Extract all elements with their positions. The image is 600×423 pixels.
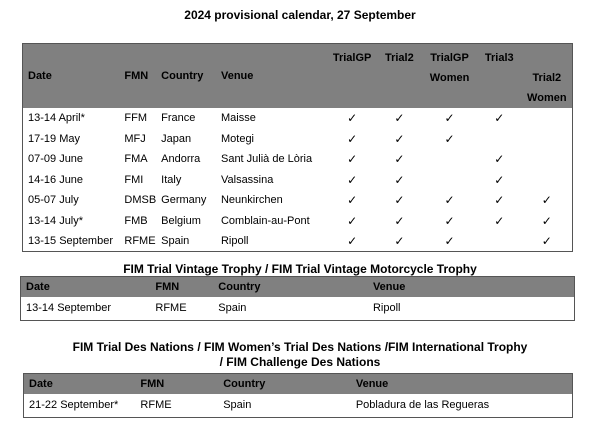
cell-date: 13-14 September — [26, 302, 111, 315]
header-date: Date — [24, 374, 136, 394]
cell-date: 13-15 September — [28, 235, 113, 247]
table-row — [23, 149, 573, 170]
check-trial2: ✓ — [394, 131, 405, 146]
check-trial3 — [477, 129, 522, 150]
cell-date: 07-09 June — [28, 153, 84, 166]
header-trial2: Trial2 — [377, 44, 423, 109]
cell-date: 13-14 July* — [28, 214, 84, 227]
check-trial2: ✓ — [394, 172, 405, 187]
cell-fmn: RFME — [155, 302, 187, 315]
check-trialgp-women: ✓ — [444, 234, 455, 248]
table-row — [21, 297, 575, 321]
header-venue: Venue — [216, 44, 328, 109]
table-row — [23, 211, 573, 232]
check-trial2-women — [522, 108, 573, 129]
header-trial2-women: Trial2 Women — [522, 44, 573, 109]
calendar-table — [22, 43, 573, 252]
header-trialgp: TrialGP — [328, 44, 377, 109]
table-row — [23, 231, 573, 252]
vintage-title: FIM Trial Vintage Trophy / FIM Trial Vintage Motorcycle Trophy — [123, 262, 477, 276]
vintage-table — [20, 276, 575, 321]
check-trial2-women — [522, 149, 573, 170]
check-trial2: ✓ — [394, 152, 405, 167]
check-trial2-women: ✓ — [541, 213, 552, 228]
cell-country: Japan — [161, 132, 192, 145]
header-venue: Venue — [368, 277, 575, 297]
header-country: Country — [213, 277, 368, 297]
check-trial2-women: ✓ — [541, 193, 552, 208]
check-trial3 — [477, 231, 522, 252]
check-trialgp-women: ✓ — [444, 213, 455, 228]
table-row — [24, 394, 573, 418]
header-date: Date — [23, 44, 120, 109]
check-trialgp-women — [422, 170, 477, 191]
check-trialgp: ✓ — [347, 111, 358, 126]
check-trialgp-women: ✓ — [444, 131, 455, 146]
header-fmn: FMN — [119, 44, 156, 109]
cell-fmn: RFME — [124, 235, 156, 247]
vintage-header-row — [21, 277, 575, 297]
cell-country: Germany — [161, 194, 207, 207]
cell-fmn: FFM — [124, 112, 147, 125]
nations-title-line2: / FIM Challenge Des Nations — [219, 355, 381, 369]
calendar-body — [23, 108, 573, 252]
header-trialgp-women: TrialGP Women — [422, 44, 477, 109]
table-row — [23, 108, 573, 129]
cell-fmn: FMA — [124, 153, 148, 166]
nations-table — [23, 373, 573, 418]
calendar-title: 2024 provisional calendar, 27 September — [184, 8, 416, 22]
header-fmn: FMN — [150, 277, 213, 297]
cell-country: France — [161, 112, 196, 125]
cell-venue: Ripoll — [220, 235, 249, 247]
cell-country: Belgium — [161, 214, 201, 227]
cell-fmn: FMI — [124, 173, 144, 186]
check-trialgp: ✓ — [347, 131, 358, 146]
cell-country: Spain — [161, 235, 190, 247]
cell-date: 14-16 June — [28, 173, 84, 186]
calendar-header-row — [23, 44, 573, 109]
cell-date: 17-19 May — [28, 132, 80, 145]
cell-fmn: FMB — [124, 214, 148, 227]
check-trialgp: ✓ — [347, 234, 358, 248]
check-trial3: ✓ — [494, 172, 505, 187]
cell-fmn: RFME — [140, 399, 172, 412]
check-trialgp: ✓ — [347, 193, 358, 208]
nations-title — [0, 340, 600, 370]
check-trial2: ✓ — [394, 111, 405, 126]
cell-date: 05-07 July — [28, 194, 79, 207]
check-trial3: ✓ — [494, 213, 505, 228]
cell-venue: Maisse — [220, 112, 256, 125]
check-trialgp: ✓ — [347, 213, 358, 228]
check-trial2: ✓ — [394, 213, 405, 228]
cell-fmn: MFJ — [124, 132, 146, 145]
header-country: Country — [156, 44, 216, 109]
header-trial3: Trial3 — [477, 44, 522, 109]
check-trial2: ✓ — [394, 193, 405, 208]
cell-venue: Pobladura de las Regueras — [355, 399, 490, 412]
header-venue: Venue — [351, 374, 573, 394]
nations-header-row — [24, 374, 573, 394]
check-trial3: ✓ — [494, 193, 505, 208]
check-trial2-women: ✓ — [541, 234, 552, 248]
check-trialgp-women — [422, 149, 477, 170]
cell-venue: Comblain-au-Pont — [220, 214, 310, 227]
header-date: Date — [21, 277, 151, 297]
table-row — [23, 170, 573, 191]
check-trialgp-women: ✓ — [444, 111, 455, 126]
cell-venue: Sant Julià de Lòria — [220, 153, 313, 166]
check-trial2-women — [522, 170, 573, 191]
check-trialgp-women: ✓ — [444, 193, 455, 208]
header-fmn: FMN — [135, 374, 218, 394]
cell-venue: Ripoll — [372, 302, 401, 315]
check-trial3: ✓ — [494, 111, 505, 126]
check-trialgp: ✓ — [347, 172, 358, 187]
cell-venue: Neunkirchen — [220, 194, 283, 207]
check-trial2: ✓ — [394, 234, 405, 248]
header-country: Country — [218, 374, 351, 394]
cell-country: Italy — [161, 173, 182, 186]
check-trial2-women — [522, 129, 573, 150]
cell-date: 13-14 April* — [28, 112, 85, 125]
cell-venue: Motegi — [220, 132, 255, 145]
nations-title-line1: FIM Trial Des Nations / FIM Women’s Trial Des Nations /FIM International Trophy — [72, 340, 528, 354]
table-row — [23, 129, 573, 150]
cell-country: Spain — [223, 399, 252, 412]
cell-country: Andorra — [161, 153, 201, 166]
check-trial3: ✓ — [494, 152, 505, 167]
cell-fmn: DMSB — [124, 194, 157, 207]
cell-country: Spain — [218, 302, 247, 315]
check-trialgp: ✓ — [347, 152, 358, 167]
cell-venue: Valsassina — [220, 173, 274, 186]
table-row — [23, 190, 573, 211]
cell-date: 21-22 September* — [29, 399, 119, 412]
